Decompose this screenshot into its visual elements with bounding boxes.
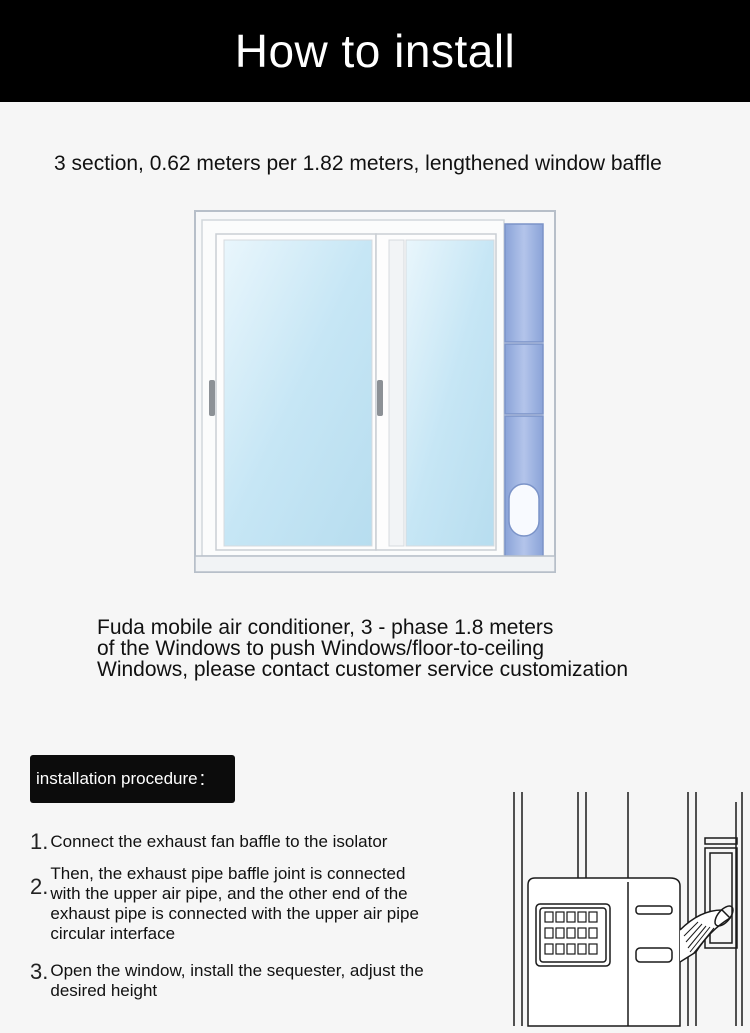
step-line: circular interface [50, 924, 176, 943]
window-baffle [505, 224, 543, 559]
right-handle-icon [377, 380, 383, 416]
step-number: 2. [30, 874, 49, 899]
description-line: Fuda mobile air conditioner, 3 - phase 1.8 meters [97, 616, 554, 639]
baffle-spec-text: 3 section, 0.62 meters per 1.82 meters, lengthened window baffle [54, 152, 662, 175]
step-line: with the upper air pipe, and the other end of the [50, 884, 408, 903]
page-title: How to install [234, 25, 516, 77]
description-line: of the Windows to push Windows/floor-to-ceiling [97, 637, 545, 660]
step-line: Then, the exhaust pipe baffle joint is connected [50, 864, 406, 883]
left-handle-icon [209, 380, 215, 416]
step-line: desired height [50, 981, 158, 1000]
step-line: Connect the exhaust fan baffle to the isolator [50, 832, 388, 851]
procedure-step-2 [30, 864, 419, 944]
installation-procedure-badge [30, 755, 235, 803]
exhaust-hole-icon [509, 484, 539, 536]
step-number: 3. [30, 959, 49, 984]
step-line: Open the window, install the sequester, adjust the [50, 961, 424, 980]
header-banner [0, 0, 750, 102]
description-line: Windows, please contact customer service customization [97, 658, 629, 681]
description-text [97, 617, 737, 680]
procedure-step-3 [30, 961, 424, 1001]
badge-colon: : [199, 767, 206, 790]
step-line: exhaust pipe is connected with the upper air pipe [50, 904, 419, 923]
sliding-window-illustration [194, 210, 556, 579]
step-number: 1. [30, 829, 49, 854]
procedure-step-1 [30, 831, 387, 853]
portable-air-conditioner-illustration [500, 790, 750, 1033]
badge-label: installation procedure [36, 769, 198, 788]
